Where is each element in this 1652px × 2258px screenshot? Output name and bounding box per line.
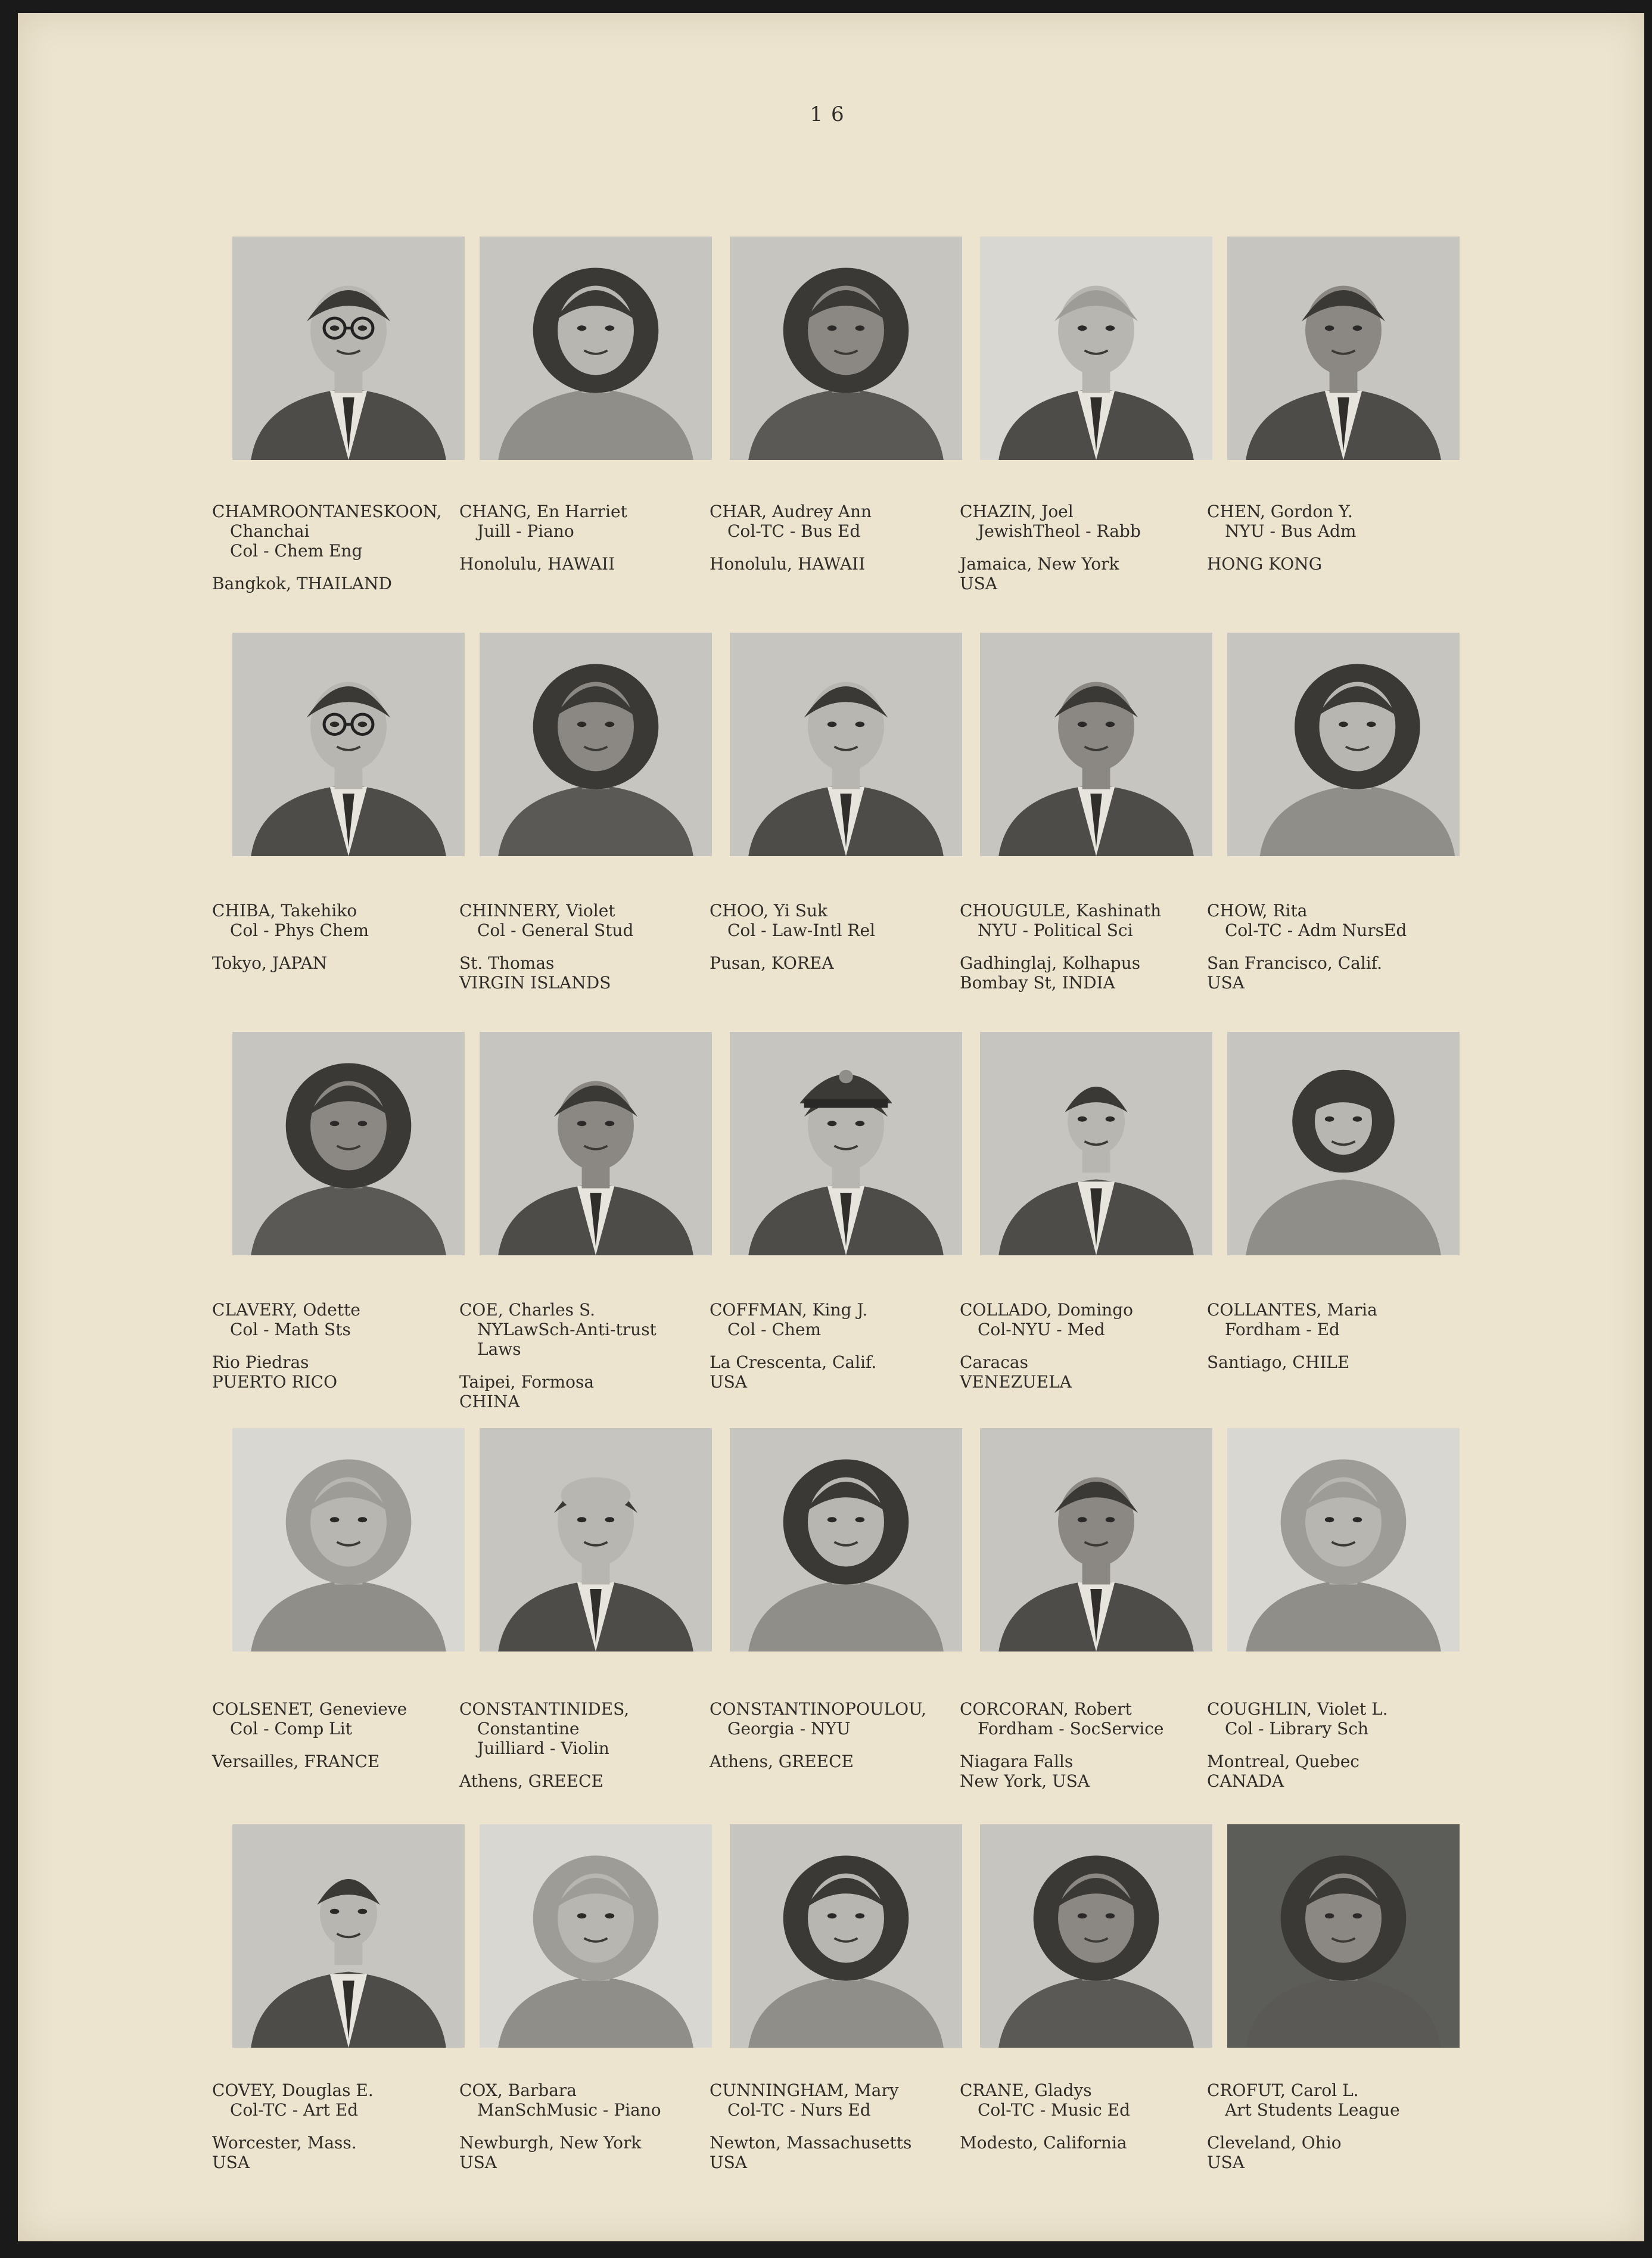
student-entry xyxy=(212,901,369,973)
student-entry xyxy=(960,1699,1163,1791)
student-program: Col - Math Sts xyxy=(230,1320,351,1339)
student-program: NYLawSch-Anti-trust xyxy=(477,1320,657,1339)
student-photo xyxy=(980,237,1212,460)
student-hometown: St. Thomas xyxy=(459,953,555,973)
student-hometown: Cleveland, Ohio xyxy=(1207,2133,1342,2153)
student-hometown: USA xyxy=(960,574,997,593)
student-photo xyxy=(480,633,712,856)
student-name: COLSENET, Genevieve xyxy=(212,1699,407,1719)
student-entry xyxy=(960,2080,1130,2153)
student-program: Juilliard - Violin xyxy=(477,1738,609,1758)
student-program: Fordham - SocService xyxy=(978,1719,1164,1738)
student-hometown: Tokyo, JAPAN xyxy=(212,953,328,973)
student-hometown: USA xyxy=(212,2153,250,2172)
student-photo xyxy=(730,1824,962,2048)
student-entry xyxy=(459,901,633,993)
student-name: CHEN, Gordon Y. xyxy=(1207,502,1353,521)
student-hometown: USA xyxy=(459,2153,497,2172)
student-entry xyxy=(459,1699,629,1791)
student-entry xyxy=(212,502,441,593)
student-photo xyxy=(980,1824,1212,2048)
student-program: Col - Chem Eng xyxy=(230,541,363,561)
student-hometown: PUERTO RICO xyxy=(212,1372,338,1392)
student-entry xyxy=(960,502,1141,593)
student-name: CHOUGULE, Kashinath xyxy=(960,901,1162,920)
student-program: NYU - Bus Adm xyxy=(1225,521,1357,541)
student-entry xyxy=(212,1300,360,1392)
student-entry xyxy=(212,2080,374,2172)
student-hometown: Taipei, Formosa xyxy=(459,1372,595,1392)
student-name: CHOW, Rita xyxy=(1207,901,1308,920)
student-hometown: Gadhinglaj, Kolhapus xyxy=(960,953,1141,973)
student-hometown: USA xyxy=(1207,2153,1245,2172)
student-name: CHOO, Yi Suk xyxy=(710,901,827,920)
student-name: CUNNINGHAM, Mary xyxy=(710,2080,899,2100)
student-entry xyxy=(1207,901,1407,993)
student-name: CORCORAN, Robert xyxy=(960,1699,1132,1719)
student-hometown: Athens, GREECE xyxy=(459,1771,603,1791)
student-photo xyxy=(980,633,1212,856)
student-name: CLAVERY, Odette xyxy=(212,1300,360,1320)
student-entry xyxy=(1207,1699,1388,1791)
student-hometown: San Francisco, Calif. xyxy=(1207,953,1382,973)
student-photo xyxy=(232,1824,465,2048)
student-name: CROFUT, Carol L. xyxy=(1207,2080,1359,2100)
student-photo xyxy=(1227,633,1460,856)
student-name: CHAMROONTANESKOON, xyxy=(212,502,442,521)
student-hometown: USA xyxy=(710,1372,747,1392)
yearbook-page xyxy=(18,13,1644,2241)
student-program: Col - Comp Lit xyxy=(230,1719,352,1738)
student-program: Col-TC - Bus Ed xyxy=(727,521,861,541)
student-hometown: New York, USA xyxy=(960,1771,1090,1791)
student-entry xyxy=(710,502,872,574)
student-hometown: CHINA xyxy=(459,1392,520,1411)
student-program: Col-TC - Art Ed xyxy=(230,2100,359,2120)
student-photo xyxy=(232,1032,465,1255)
student-entry xyxy=(459,2080,661,2172)
student-name: COE, Charles S. xyxy=(459,1300,596,1320)
student-photo xyxy=(480,1032,712,1255)
student-entry xyxy=(710,1300,876,1392)
student-program: Col-TC - Nurs Ed xyxy=(727,2100,871,2120)
student-program: Col-NYU - Med xyxy=(978,1320,1105,1339)
student-program: Georgia - NYU xyxy=(727,1719,851,1738)
student-hometown: Newton, Massachusetts xyxy=(710,2133,912,2153)
student-program: Col - Chem xyxy=(727,1320,822,1339)
student-hometown: Bangkok, THAILAND xyxy=(212,574,392,593)
student-hometown: Honolulu, HAWAII xyxy=(710,554,866,574)
student-hometown: VIRGIN ISLANDS xyxy=(459,973,611,993)
student-hometown: Worcester, Mass. xyxy=(212,2133,357,2153)
student-name: CHAR, Audrey Ann xyxy=(710,502,872,521)
student-hometown: Modesto, California xyxy=(960,2133,1127,2153)
student-photo xyxy=(980,1428,1212,1651)
student-name: CONSTANTINIDES, xyxy=(459,1699,630,1719)
student-hometown: USA xyxy=(710,2153,747,2172)
student-entry xyxy=(710,1699,926,1771)
student-hometown: HONG KONG xyxy=(1207,554,1323,574)
student-name: CHINNERY, Violet xyxy=(459,901,615,920)
student-name: CHANG, En Harriet xyxy=(459,502,627,521)
student-photo xyxy=(1227,1824,1460,2048)
student-photo xyxy=(1227,237,1460,460)
student-entry xyxy=(212,1699,407,1771)
student-program: Constantine xyxy=(477,1719,580,1738)
student-entry xyxy=(710,901,875,973)
student-entry xyxy=(1207,2080,1400,2172)
student-photo xyxy=(232,237,465,460)
student-hometown: La Crescenta, Calif. xyxy=(710,1352,877,1372)
student-photo xyxy=(730,1032,962,1255)
student-name: CRANE, Gladys xyxy=(960,2080,1092,2100)
student-entry xyxy=(459,1300,657,1411)
student-name: CHIBA, Takehiko xyxy=(212,901,357,920)
student-photo xyxy=(1227,1032,1460,1255)
student-program: Col - Library Sch xyxy=(1225,1719,1369,1738)
student-name: CONSTANTINOPOULOU, xyxy=(710,1699,926,1719)
student-entry xyxy=(1207,1300,1377,1372)
student-hometown: Pusan, KOREA xyxy=(710,953,834,973)
student-photo xyxy=(232,1428,465,1651)
student-hometown: Athens, GREECE xyxy=(710,1752,854,1771)
student-photo xyxy=(1227,1428,1460,1651)
student-photo xyxy=(480,1428,712,1651)
student-hometown: Montreal, Quebec xyxy=(1207,1752,1359,1771)
student-photo xyxy=(730,633,962,856)
student-hometown: Bombay St, INDIA xyxy=(960,973,1115,993)
student-hometown: Versailles, FRANCE xyxy=(212,1752,380,1771)
student-hometown: USA xyxy=(1207,973,1245,993)
student-photo xyxy=(480,1824,712,2048)
student-program: JewishTheol - Rabb xyxy=(978,521,1141,541)
student-hometown: Rio Piedras xyxy=(212,1352,309,1372)
student-hometown: VENEZUELA xyxy=(960,1372,1072,1392)
student-entry xyxy=(960,1300,1133,1392)
student-name: COUGHLIN, Violet L. xyxy=(1207,1699,1388,1719)
student-name: COLLANTES, Maria xyxy=(1207,1300,1377,1320)
student-program: Col-TC - Music Ed xyxy=(978,2100,1131,2120)
student-photo xyxy=(480,237,712,460)
student-hometown: Jamaica, New York xyxy=(960,554,1119,574)
student-program: NYU - Political Sci xyxy=(978,920,1133,940)
student-hometown: Honolulu, HAWAII xyxy=(459,554,615,574)
page-number: 16 xyxy=(810,102,853,126)
student-entry xyxy=(1207,502,1356,574)
student-program: Fordham - Ed xyxy=(1225,1320,1340,1339)
student-name: CHAZIN, Joel xyxy=(960,502,1074,521)
student-name: COX, Barbara xyxy=(459,2080,577,2100)
student-entry xyxy=(960,901,1161,993)
student-entry xyxy=(710,2080,911,2172)
student-program: Col - Law-Intl Rel xyxy=(727,920,876,940)
student-hometown: Niagara Falls xyxy=(960,1752,1074,1771)
student-photo xyxy=(232,633,465,856)
student-name: COLLADO, Domingo xyxy=(960,1300,1133,1320)
student-program: Laws xyxy=(477,1339,521,1359)
student-program: Art Students League xyxy=(1225,2100,1400,2120)
student-program: Col-TC - Adm NursEd xyxy=(1225,920,1407,940)
student-name: COFFMAN, King J. xyxy=(710,1300,868,1320)
student-photo xyxy=(980,1032,1212,1255)
student-hometown: Caracas xyxy=(960,1352,1028,1372)
student-hometown: CANADA xyxy=(1207,1771,1284,1791)
student-hometown: Santiago, CHILE xyxy=(1207,1352,1350,1372)
student-entry xyxy=(459,502,627,574)
student-photo xyxy=(730,237,962,460)
student-name: COVEY, Douglas E. xyxy=(212,2080,374,2100)
student-program: Chanchai xyxy=(230,521,310,541)
student-program: ManSchMusic - Piano xyxy=(477,2100,661,2120)
student-hometown: Newburgh, New York xyxy=(459,2133,642,2153)
student-program: Col - Phys Chem xyxy=(230,920,369,940)
student-photo xyxy=(730,1428,962,1651)
student-program: Col - General Stud xyxy=(477,920,634,940)
student-program: Juill - Piano xyxy=(477,521,574,541)
